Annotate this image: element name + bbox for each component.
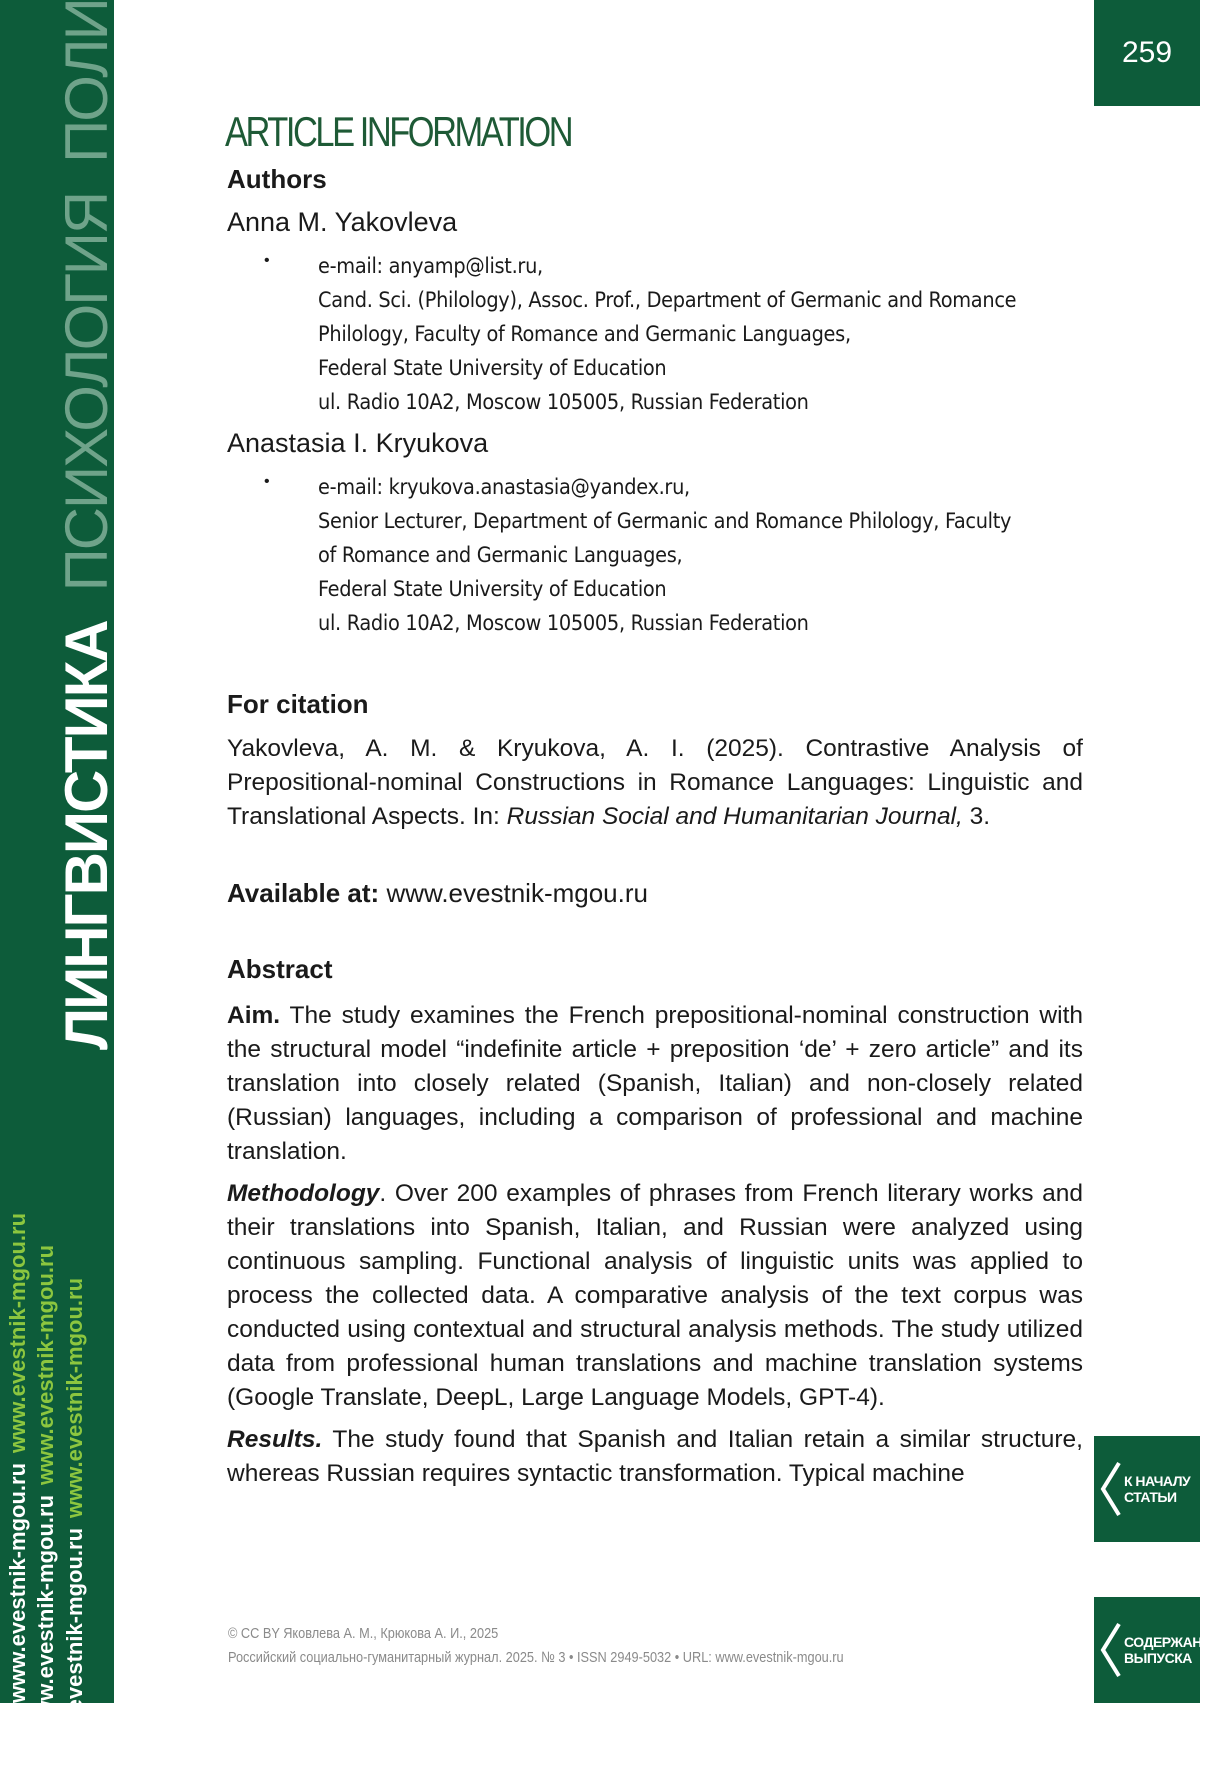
sidebar-url-line-2	[33, 1235, 59, 1735]
sidebar-url-green[interactable]: www.evestnik-mgou.ru	[62, 1278, 87, 1518]
sidebar-url-line-3	[62, 1268, 88, 1768]
author-email: e-mail: kryukova.anastasia@yandex.ru,	[318, 471, 1011, 505]
citation-journal: Russian Social and Humanitarian Journal,	[507, 803, 963, 830]
article-information-heading: ARTICLE INFORMATION	[225, 108, 929, 156]
citation-heading: For citation	[227, 689, 1083, 720]
to-article-start-label: К НАЧАЛУ СТАТЬИ	[1124, 1473, 1190, 1505]
to-contents-button[interactable]	[1094, 1597, 1200, 1703]
page-number: 259	[1094, 0, 1200, 106]
abstract-results	[227, 1423, 1083, 1491]
methodology-text: . Over 200 examples of phrases from French literary works and their translations into Spanish, Italian, and Russian were analyzed using continuous sampling. Functional analysis of linguistic units was applied to process the collected data. A comparative analysis of the text corpus was conducted using contextual and structural analysis methods. The study utilized data from professional human translations and machine translation systems (Google Translate, DeepL, Large Language Models, GPT-4).	[227, 1180, 1083, 1411]
abstract-methodology	[227, 1177, 1083, 1415]
author-lines	[318, 250, 1016, 420]
sidebar-url-line-1	[5, 1203, 31, 1703]
citation-body: Yakovleva, A. M. & Kryukova, A. I. (2025). Contrastive Analysis of Prepositional-nominal Constructions in Romance Languages: Linguistic and Translational Aspects. In:	[227, 735, 1083, 830]
author-line: Philology, Faculty of Romance and Germanic Languages,	[318, 318, 1016, 352]
results-text: The study found that Spanish and Italian retain a similar structure, whereas Russian requires syntactic transformation. Typical machine	[227, 1426, 1083, 1487]
author-lines	[318, 471, 1011, 641]
authors-heading: Authors	[227, 164, 1083, 195]
bullet-icon: •	[227, 471, 318, 641]
sidebar-url-white[interactable]: www.evestnik-mgou.ru	[33, 1495, 58, 1735]
author-line: ul. Radio 10A2, Moscow 105005, Russian Federation	[318, 386, 1016, 420]
author-details	[227, 250, 1083, 420]
citation-issue: 3.	[963, 803, 990, 830]
author-name: Anna M. Yakovleva	[227, 207, 1083, 238]
sidebar-url-green[interactable]: www.evestnik-mgou.ru	[5, 1213, 30, 1453]
footer-journal-info: Российский социально-гуманитарный журнал. 2025. № 3 • ISSN 2949-5032 • URL: www.evestnik-mgou.ru	[228, 1646, 844, 1670]
author-line: Cand. Sci. (Philology), Assoc. Prof., Department of Germanic and Romance	[318, 284, 1016, 318]
author-line: of Romance and Germanic Languages,	[318, 539, 1011, 573]
abstract-heading: Abstract	[227, 954, 1083, 985]
sidebar-url-white[interactable]: www.evestnik-mgou.ru	[5, 1463, 30, 1703]
citation-text	[227, 732, 1083, 834]
available-label: Available at:	[227, 878, 379, 908]
author-line: ul. Radio 10A2, Moscow 105005, Russian Federation	[318, 607, 1011, 641]
chevron-left-icon	[1100, 1459, 1122, 1519]
bullet-icon: •	[227, 250, 318, 420]
author-line: Senior Lecturer, Department of Germanic and Romance Philology, Faculty	[318, 505, 1011, 539]
available-url[interactable]: www.evestnik-mgou.ru	[379, 878, 648, 908]
author-entry	[227, 428, 1083, 641]
author-line: Federal State University of Education	[318, 352, 1016, 386]
aim-label: Aim.	[227, 1002, 280, 1029]
footer	[228, 1622, 844, 1670]
author-name: Anastasia I. Kryukova	[227, 428, 1083, 459]
author-line: Federal State University of Education	[318, 573, 1011, 607]
journal-sections-title	[57, 0, 117, 1050]
methodology-label: Methodology	[227, 1180, 379, 1207]
sidebar-url-white[interactable]: www.evestnik-mgou.ru	[62, 1528, 87, 1768]
article-content	[227, 108, 1083, 1491]
footer-copyright: © CC BY Яковлева А. М., Крюкова А. И., 2025	[228, 1622, 844, 1646]
author-email: e-mail: anyamp@list.ru,	[318, 250, 1016, 284]
to-article-start-button[interactable]	[1094, 1436, 1200, 1542]
section-politology	[53, 0, 120, 163]
sidebar	[0, 0, 114, 1703]
author-entry	[227, 207, 1083, 420]
section-linguistics: ЛИНГВИСТИКА	[53, 621, 120, 1050]
section-psychology: ПСИХОЛОГИЯ	[53, 193, 120, 592]
to-contents-label: СОДЕРЖАНИЕ ВЫПУСКА	[1124, 1634, 1220, 1666]
results-label: Results.	[227, 1426, 322, 1453]
chevron-left-icon	[1100, 1620, 1122, 1680]
available-at	[227, 876, 1083, 910]
abstract-aim	[227, 999, 1083, 1169]
sidebar-url-green[interactable]: www.evestnik-mgou.ru	[33, 1245, 58, 1485]
author-details	[227, 471, 1083, 641]
aim-text: The study examines the French prepositional-nominal construction with the structural model “indefinite article + preposition ‘de’ + zero article” and its translation into closely related (Spanish, Italian) and non-closely related (Russian) languages, including a comparison of professional and machine translation.	[227, 1002, 1083, 1165]
